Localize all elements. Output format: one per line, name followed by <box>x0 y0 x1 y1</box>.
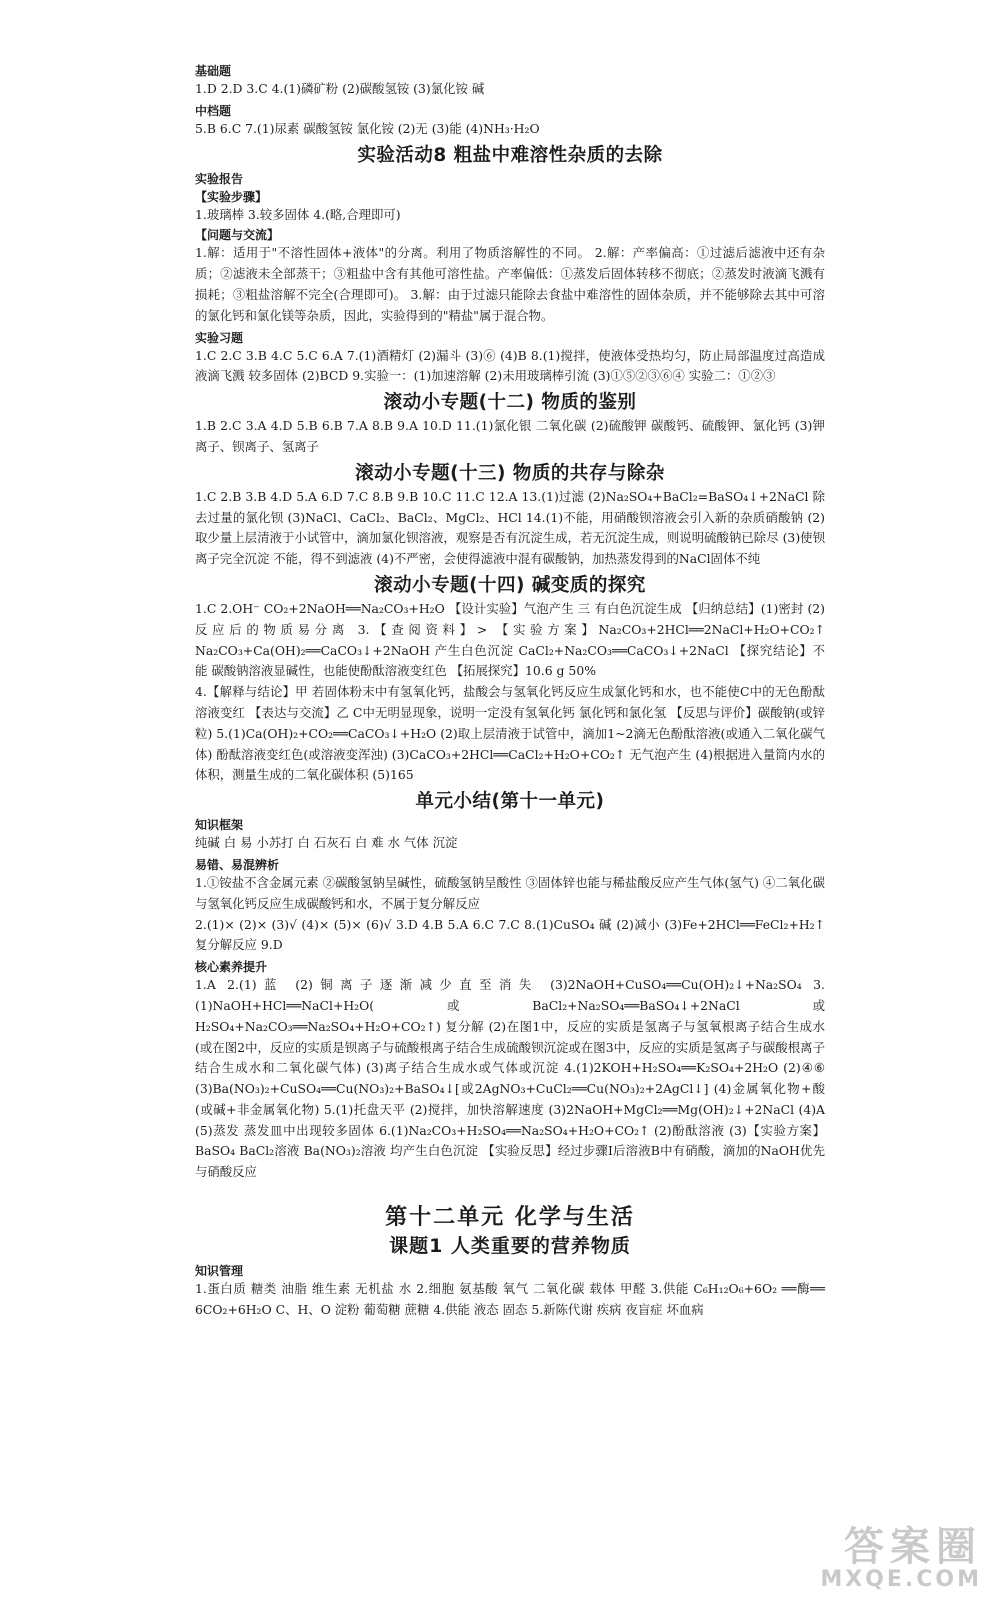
unit-12-title: 第十二单元 化学与生活 <box>385 1205 635 1231</box>
core-literacy-label: 核心素养提升 <box>195 960 268 975</box>
knowledge-management-answers: 1.蛋白质 糖类 油脂 维生素 无机盐 水 2.细胞 氨基酸 氧气 二氧化碳 载体 甲醛 3.供能 C₆H₁₂O₆+6O₂ ══酶══ 6CO₂+6H₂O C、H、O 淀粉 葡萄糖 蔗糖 4.供能 液态 固态 5.新陈代谢 疾病 夜盲症 坏血病 <box>195 1281 825 1317</box>
basic-questions-label: 基础题 <box>195 64 232 78</box>
experiment-steps-label: 【实验步骤】 <box>195 189 268 204</box>
topic-14-answers-part1: 1.C 2.OH⁻ CO₂+2NaOH══Na₂CO₃+H₂O 【设计实验】气泡产生 三 有白色沉淀生成 【归纳总结】(1)密封 (2)反应后的物质易分离 3.【查阅资料】> 【实验方案】Na₂CO₃+2HCl══2NaCl+H₂O+CO₂↑ Na₂CO₃+Ca(OH)₂══CaCO₃↓+2NaOH 产生白色沉淀 CaCl₂+Na₂CO₃══CaCO₃↓+2NaCl 【探究结论】不能 碳酸钠溶液显碱性，也能使酚酞溶液变红色 【拓展探究】10.6 g 50% <box>195 600 825 679</box>
experiment-report-label: 实验报告 <box>195 171 244 186</box>
mid-questions-answers: 5.B 6.C 7.(1)尿素 碳酸氢铵 氯化铵 (2)无 (3)能 (4)NH₃·H₂O <box>195 120 540 136</box>
discussion-label: 【问题与交流】 <box>195 228 280 243</box>
section-title-topic-13: 滚动小专题(十三) 物质的共存与除杂 <box>355 462 665 484</box>
watermark-logo: 答案圈 <box>844 1524 982 1570</box>
confusion-analysis-label: 易错、易混辨析 <box>195 857 280 872</box>
lesson-1-title: 课题1 人类重要的营养物质 <box>389 1235 631 1258</box>
confusion-analysis-answers-1: 1.①铵盐不含金属元素 ②碳酸氢钠呈碱性，硫酸氢钠呈酸性 ③固体锌也能与稀盐酸反应产生气体(氢气) ④二氧化碳与氢氧化钙反应生成碳酸钙和水，不属于复分解反应 <box>195 874 825 911</box>
topic-12-answers: 1.B 2.C 3.A 4.D 5.B 6.B 7.A 8.B 9.A 10.D 11.(1)氯化银 二氧化碳 (2)硫酸钾 碳酸钙、硫酸钾、氯化钙 (3)钾离子、钡离子、氢离子 <box>195 418 825 454</box>
basic-questions-answers: 1.D 2.D 3.C 4.(1)磷矿粉 (2)碳酸氢铵 (3)氯化铵 碱 <box>195 81 485 96</box>
topic-14-answers-part2: 4.【解释与结论】甲 若固体粉末中有氢氧化钙，盐酸会与氢氧化钙反应生成氯化钙和水，也不能使C中的无色酚酞溶液变红 【表达与交流】乙 C中无明显现象，说明一定没有氢氧化钙 氯化钙和氯化氢 【反思与评价】碳酸钠(或锌粒) 5.(1)Ca(OH)₂+CO₂══CaCO₃↓+H₂O (2)取上层清液于试管中，滴加1~2滴无色酚酞溶液(或通入二氧化碳气体) 酚酞溶液变红色(或溶液变浑浊) (3)CaCO₃+2HCl══CaCl₂+H₂O+CO₂↑ 无气泡产生 (4)根据进入量筒内水的体积，测量生成的二氧化碳体积 (5)165 <box>195 684 825 783</box>
experiment-steps-answers: 1.玻璃棒 3.较多固体 4.(略,合理即可) <box>195 206 401 222</box>
watermark-url: MXQE.COM <box>820 1567 982 1592</box>
experiment-exercise-label: 实验习题 <box>195 330 244 345</box>
core-literacy-answers: 1.A 2.(1)蓝 (2)铜离子逐渐减少直至消失 (3)2NaOH+CuSO₄══Cu(OH)₂↓+Na₂SO₄ 3.(1)NaOH+HCl══NaCl+H₂O(或BaCl₂+Na₂SO₄══BaSO₄↓+2NaCl或H₂SO₄+Na₂CO₃══Na₂SO₄+H₂O+CO₂↑) 复分解 (2)在图1中，反应的实质是氢离子与氢氧根离子结合生成水(或在图2中，反应的实质是钡离子与硫酸根离子结合生成硫酸钡沉淀或在图3中，反应的实质是氢离子与碳酸根离子结合生成水和二氧化碳气体) (3)离子结合生成水或气体或沉淀 4.(1)2KOH+H₂SO₄══K₂SO₄+2H₂O (2)④⑥ (3)Ba(NO₃)₂+CuSO₄══Cu(NO₃)₂+BaSO₄↓[或2AgNO₃+CuCl₂══Cu(NO₃)₂+2AgCl↓] (4)金属氧化物+酸(或碱+非金属氧化物) 5.(1)托盘天平 (2)搅拌，加快溶解速度 (3)2NaOH+MgCl₂══Mg(OH)₂↓+2NaCl (4)A (5)蒸发 蒸发皿中出现较多固体 6.(1)Na₂CO₃+H₂SO₄══Na₂SO₄+H₂O+CO₂↑ (2)酚酞溶液 (3)【实验方案】BaSO₄ BaCl₂溶液 Ba(NO₃)₂溶液 均产生白色沉淀 【实验反思】经过步骤Ⅰ后溶液B中有硝酸，滴加的NaOH优先与硝酸反应 <box>195 977 825 1180</box>
answer-content <box>195 60 825 1321</box>
knowledge-management-label: 知识管理 <box>195 1264 244 1279</box>
section-title-unit-summary: 单元小结(第十一单元) <box>415 791 605 813</box>
confusion-analysis-answers-2: 2.(1)× (2)× (3)√ (4)× (5)× (6)√ 3.D 4.B 5.A 6.C 7.C 8.(1)CuSO₄ 碱 (2)减小 (3)Fe+2HCl══FeCl₂+H₂↑ 复分解反应 9.D <box>195 916 825 953</box>
topic-13-answers: 1.C 2.B 3.B 4.D 5.A 6.D 7.C 8.B 9.B 10.C 11.C 12.A 13.(1)过滤 (2)Na₂SO₄+BaCl₂=BaSO₄↓+2NaCl 除去过量的氯化钡 (3)NaCl、CaCl₂、BaCl₂、MgCl₂、HCl 14.(1)不能，用硝酸钡溶液会引入新的杂质硝酸钠 (2)取少量上层清液于小试管中，滴加氯化钡溶液，观察是否有沉淀生成，若无沉淀生成，则说明硫酸钠已除尽 (3)使钡离子完全沉淀 不能，得不到滤液 (4)不严密，会使得滤液中混有碳酸钠，加热蒸发得到的NaCl固体不纯 <box>195 488 825 567</box>
knowledge-frame-answers: 纯碱 白 易 小苏打 白 石灰石 白 难 水 气体 沉淀 <box>195 835 458 851</box>
section-title-topic-12: 滚动小专题(十二) 物质的鉴别 <box>383 392 637 414</box>
discussion-answers: 1.解：适用于"不溶性固体+液体"的分离。利用了物质溶解性的不同。 2.解：产率偏高：①过滤后滤液中还有杂质；②滤液未全部蒸干；③粗盐中含有其他可溶性盐。产率偏低：①蒸发后固体转移不彻底；②蒸发时液滴飞溅有损耗；③粗盐溶解不完全(合理即可)。 3.解：由于过滤只能除去食盐中难溶性的固体杂质，并不能够除去其中可溶的氯化钙和氯化镁等杂质，因此，实验得到的"精盐"属于混合物。 <box>195 245 825 323</box>
knowledge-frame-label: 知识框架 <box>195 818 244 833</box>
section-title-experiment-8: 实验活动8 粗盐中难溶性杂质的去除 <box>357 144 663 166</box>
mid-questions-label: 中档题 <box>195 103 232 118</box>
watermark <box>820 1526 982 1592</box>
section-title-topic-14: 滚动小专题(十四) 碱变质的探究 <box>374 574 646 596</box>
experiment-exercise-answers: 1.C 2.C 3.B 4.C 5.C 6.A 7.(1)酒精灯 (2)漏斗 (3)⑥ (4)B 8.(1)搅拌，使液体受热均匀，防止局部温度过高造成液滴飞溅 较多固体 (2)BCD 9.实验一：(1)加速溶解 (2)未用玻璃棒引流 (3)①⑤②③⑥④ 实验二：①②③ <box>195 347 825 384</box>
